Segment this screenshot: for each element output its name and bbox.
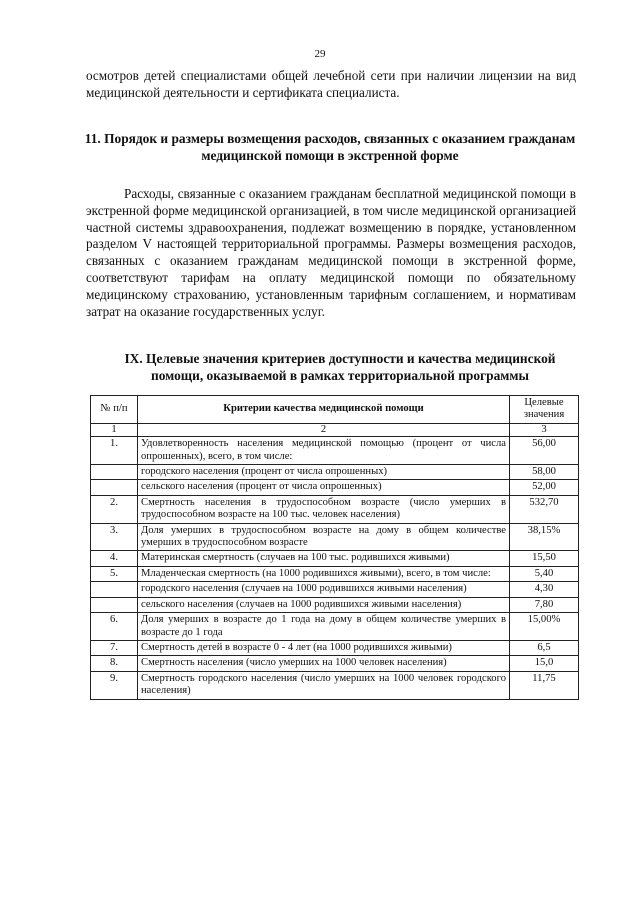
row-number: 2.	[91, 495, 138, 523]
target-value: 532,70	[510, 495, 579, 523]
intro-paragraph: осмотров детей специалистами общей лечебной сети при наличии лицензии на вид медицинской деятельности и сертификата специалиста.	[86, 68, 576, 100]
column-numbers-row	[91, 423, 579, 436]
criterion-cell: Младенческая смертность (на 1000 родившихся живыми), всего, в том числе:	[138, 566, 510, 581]
table-row	[91, 613, 579, 641]
target-value: 38,15%	[510, 523, 579, 551]
table-row	[91, 656, 579, 671]
target-value: 15,50	[510, 551, 579, 566]
row-number: 6.	[91, 613, 138, 641]
table-header-row	[91, 396, 579, 424]
table-row	[91, 551, 579, 566]
criterion-cell: Смертность детей в возрасте 0 - 4 лет (на 1000 родившихся живыми)	[138, 640, 510, 655]
target-value: 56,00	[510, 437, 579, 465]
table-row	[91, 597, 579, 612]
column-number: 2	[138, 423, 510, 436]
row-number: 5.	[91, 566, 138, 581]
row-number: 3.	[91, 523, 138, 551]
table-row	[91, 640, 579, 655]
row-number	[91, 582, 138, 597]
target-value: 6,5	[510, 640, 579, 655]
target-value: 58,00	[510, 465, 579, 480]
criteria-table	[90, 395, 579, 700]
criterion-cell: Удовлетворенность населения медицинской помощью (процент от числа опрошенных), всего, в том числе:	[138, 437, 510, 465]
row-number	[91, 480, 138, 495]
criteria-table-body	[91, 437, 579, 699]
table-heading: IX. Целевые значения критериев доступности и качества медицинской помощи, оказываемой в рамках территориальной программы	[124, 351, 556, 383]
criterion-cell: Смертность населения в трудоспособном возрасте (число умерших в трудоспособном возрасте на 100 тыс. человек населения)	[138, 495, 510, 523]
row-number: 9.	[91, 671, 138, 699]
criterion-cell: Смертность населения (число умерших на 1000 человек населения)	[138, 656, 510, 671]
target-value: 5,40	[510, 566, 579, 581]
row-number	[91, 465, 138, 480]
row-number: 8.	[91, 656, 138, 671]
criterion-cell: Доля умерших в возрасте до 1 года на дому в общем количестве умерших в возрасте до 1 года	[138, 613, 510, 641]
table-row	[91, 566, 579, 581]
header-criterion: Критерии качества медицинской помощи	[138, 396, 510, 424]
target-value: 11,75	[510, 671, 579, 699]
table-row	[91, 523, 579, 551]
row-number: 4.	[91, 551, 138, 566]
expenses-paragraph: Расходы, связанные с оказанием гражданам бесплатной медицинской помощи в экстренной форме медицинской организацией, в том числе медицинской организацией частной системы здравоохранения, подлежат возмещению в порядке, установленном разделом V настоящей территориальной программы. Размеры возмещения расходов, связанных с оказанием гражданам медицинской помощи в экстренной форме, соответствуют тарифам на оплату медицинской помощи по обязательному медицинскому страхованию, установленным тарифным соглашением, и нормативам затрат на оказание государственных услуг.	[86, 186, 576, 319]
column-number: 3	[510, 423, 579, 436]
criterion-cell: городского населения (процент от числа опрошенных)	[138, 465, 510, 480]
row-number: 7.	[91, 640, 138, 655]
criterion-cell: Доля умерших в трудоспособном возрасте на дому в общем количестве умерших в трудоспособном возрасте	[138, 523, 510, 551]
target-value: 52,00	[510, 480, 579, 495]
table-row	[91, 582, 579, 597]
target-value: 7,80	[510, 597, 579, 612]
target-value: 15,00%	[510, 613, 579, 641]
column-number: 1	[91, 423, 138, 436]
target-value: 4,30	[510, 582, 579, 597]
row-number	[91, 597, 138, 612]
table-row	[91, 495, 579, 523]
page-number: 29	[314, 48, 326, 60]
header-num: № п/п	[91, 396, 138, 424]
target-value: 15,0	[510, 656, 579, 671]
criterion-cell: сельского населения (процент от числа опрошенных)	[138, 480, 510, 495]
table-row	[91, 465, 579, 480]
table-row	[91, 437, 579, 465]
table-row	[91, 671, 579, 699]
table-row	[91, 480, 579, 495]
header-target: Целевые значения	[510, 396, 579, 424]
section-heading: 11. Порядок и размеры возмещения расходов, связанных с оказанием гражданам медицинской помощи в экстренной форме	[84, 131, 576, 163]
row-number: 1.	[91, 437, 138, 465]
criterion-cell: Смертность городского населения (число умерших на 1000 человек городского населения)	[138, 671, 510, 699]
criterion-cell: сельского населения (случаев на 1000 родившихся живыми населения)	[138, 597, 510, 612]
criterion-cell: городского населения (случаев на 1000 родившихся живыми населения)	[138, 582, 510, 597]
criterion-cell: Материнская смертность (случаев на 100 тыс. родившихся живыми)	[138, 551, 510, 566]
